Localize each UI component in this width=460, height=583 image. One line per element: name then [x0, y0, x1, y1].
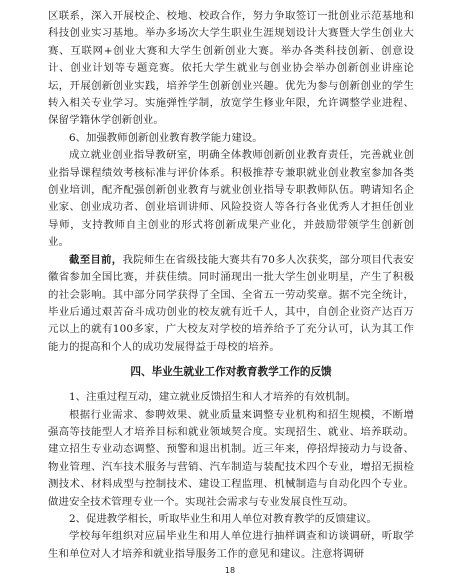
page-body [48, 8, 414, 563]
paragraph-teacher-capacity: 成立就业创业指导教研室，明确全体教师创新创业教育责任，完善就业创业指导课程绩效考核标准与评价体系。积极推荐专兼职就业创业教室参加各类创业培训，配齐配强创新创业教育与就业创业指导专职教师队伍。聘请知名企业家、创业成功者、创业培训讲师、风险投资人等各行各业优秀人才担任创业导师，支持教师自主创业的形式将创新成果产业化，并鼓励带领学生创新创业。 [48, 149, 414, 249]
heading-teaching-feedback: 2、促进教学相长，听取毕业生和用人单位对教育教学的反馈建议。 [69, 512, 377, 525]
achievements-lead: 截至目前， [69, 253, 123, 266]
heading-teacher-capacity: 6、加强教师创新创业教育教学能力建设。 [69, 131, 263, 144]
paragraph-achievements [48, 252, 414, 356]
heading-process-interaction: 1、注重过程互动，建立就业反馈招生和人才培养的有效机制。 [69, 391, 357, 404]
achievements-body: 我院师生在省级技能大赛共有70多人次获奖，部分项目代表安徽省参加全国比赛，并获佳绩。同时涌现出一批大学生创业明星，产生了积极的社会影响。其中部分同学获得了全国、全省五一劳动奖章。据不完全统计，毕业后通过艰苦奋斗成功创业的校友就有近千人，其中，自创企业资产达百万元以上的就有100多家，广大校友对学校的培养给予了充分认可，认为其工作能力的提高和个人的成功发展得益于母校的培养。 [48, 253, 415, 353]
paragraph-entrepreneurship-activities: 区联系，深入开展校企、校地、校政合作，努力争取签订一批创业示范基地和科技创业实习基地。举办多场次大学生职业生涯规划设计大赛暨大学生创业大赛、互联网+创业大赛和大学生创新创业大赛。举办各类科技创新、创意设计、创业计划等专题竞赛。依托大学生就业与创业协会举办创新创业讲座论坛，开展创新创业实践，培养学生创新创业兴趣。优先为参与创新创业的学生转入相关专业学习。实施弹性学制，放宽学生修业年限，允许调整学业进程、保留学籍休学创新创业。 [48, 10, 414, 127]
paragraph-teaching-feedback: 学校每年组织对应届毕业生和用人单位进行抽样调查和访谈调研，听取学生和单位对人才培养和就业指导服务工作的意见和建议。注意将调研 [48, 530, 414, 560]
section-title-feedback: 四、毕业生就业工作对教育教学工作的反馈 [130, 366, 332, 379]
paragraph-process-interaction: 根据行业需求、参聘效果、就业质量来调整专业机构和招生规模，不断增强高等技能型人才培养目标和就业领域契合度。实现招生、就业、培养联动。建立招生专业动态调整、预警和退出机制。近三年来，停招焊接动力与设备、物业管理、汽车技术服务与营销、汽车制造与装配技术四个专业，增招无损检测技术、材料成型与控制技术、建设工程监理、机械制造与自动化四个专业。做进安全技术管理专业一个。实现社会需求与专业发展良性互动。 [48, 408, 414, 508]
page-number: 18 [224, 566, 236, 575]
